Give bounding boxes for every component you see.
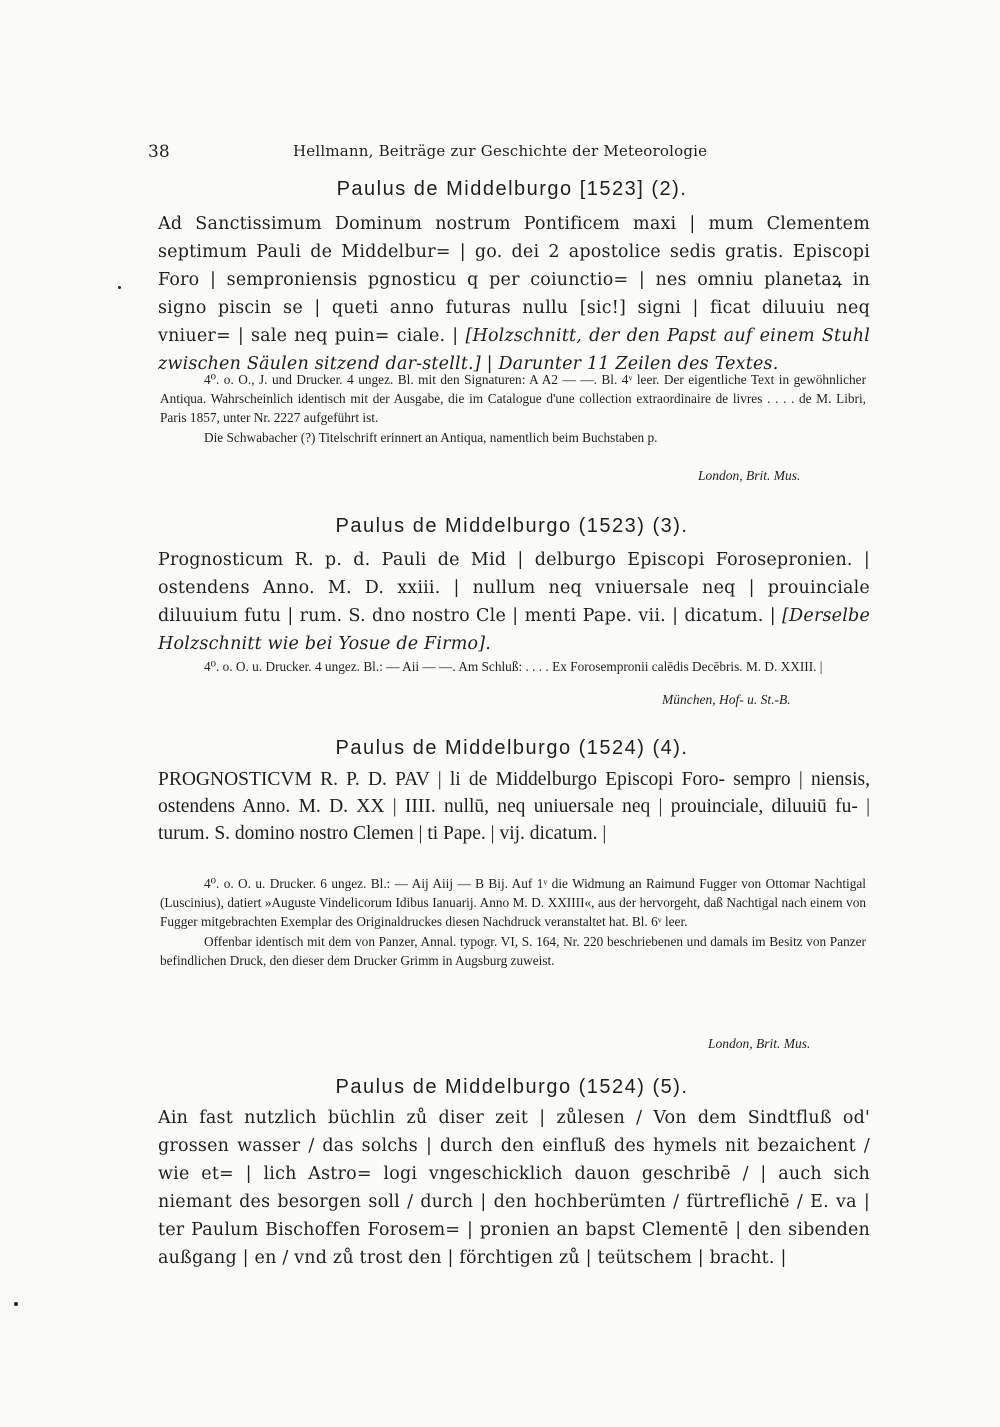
entry-notes-2 (160, 370, 866, 447)
entry-notes-4 (160, 874, 866, 970)
running-head: Hellmann, Beiträge zur Geschichte der Meteorologie (293, 142, 708, 160)
entry-location-2: London, Brit. Mus. (698, 468, 801, 483)
entry-italic-note-3: [Derselbe Holzschnitt wie bei Yosue de Firmo]. (158, 606, 870, 654)
entry-text-3 (158, 546, 870, 658)
entry-title-2: Paulus de Middelburgo [1523] (2). (336, 178, 688, 200)
entry-note-4-a: 4⁰. o. O. u. Drucker. 6 ungez. Bl.: — Aij Aiij — B Bij. Auf 1ᵛ die Widmung an Raimund Fugger von Ottomar Nachtigal (Luscinius), datiert »Auguste Vindelicorum Idibus Ianuarij. Anno M. D. XXIIII«, aus der hervorgeht, daß Nachtigal nach einem von Fugger mitgebrachten Exemplar des Originaldruckes diesen Nachdruck veranstaltet hat. Bl. 6ᵛ leer. (160, 876, 866, 930)
page-header (148, 138, 868, 162)
entry-text-3-body: Prognosticum R. p. d. Pauli de Mid | delburgo Episcopi Forosepronien. | ostendens Anno. M. D. xxiii. | nullum neq vniuersale neq | prouinciale diluuium futu | rum. S. dno nostro Cle | menti Pape. vii. | dicatum. | (158, 550, 870, 626)
entry-note-2-b: Die Schwabacher (?) Titelschrift erinnert an Antiqua, namentlich beim Buchstaben p. (204, 429, 658, 445)
entry-italic-note-2: [Holzschnitt, der den Papst auf einem Stuhl zwischen Säulen sitzend dar-stellt.] | Darunter 11 Zeilen des Textes. (158, 326, 870, 374)
entry-location-4: London, Brit. Mus. (708, 1036, 811, 1051)
entry-text-5: Ain fast nutzlich büchlin zů diser zeit | zůlesen / Von dem Sindtfluß od' grossen wasser / das solchs | durch den einfluß des hymels nit bezaichent / wie et= | lich Astro= logi vngeschicklich dauon geschribē / | auch sich niemant des besorgen soll / durch | den hochberümten / fürtreflichē / E. va | ter Paulum Bischoffen Forosem= | pronien an bapst Clementē | den sibenden außgang | en / vnd zů trost den | förchtigen zů | teütschem | bracht. | (158, 1108, 870, 1268)
entry-note-3-a: 4⁰. o. O. u. Drucker. 4 ungez. Bl.: — Aii — —. Am Schluß: . . . . Ex Forosempronii calēdis Decēbris. M. D. XXIII. | (204, 659, 823, 674)
entry-text-2-body: Ad Sanctissimum Dominum nostrum Pontificem maxi | mum Clementem septimum Pauli de Middelbur= | go. dei 2 apostolice sedis gratis. Episcopi Foro | semproniensis pgnosticu q per coiunctio= | nes omniu planetaꝝ in signo piscin se | queti anno futuras nullu [sic!] signi | ficat diluuiu neq vniuer= | sale neq puin= ciale. | (158, 214, 870, 346)
entry-title-5: Paulus de Middelburgo (1524) (5). (335, 1076, 689, 1098)
entry-text-2 (158, 210, 870, 378)
entry-notes-3 (160, 657, 866, 676)
stray-print-mark (118, 286, 121, 289)
entry-note-2-a: 4⁰. o. O., J. und Drucker. 4 ungez. Bl. mit den Signaturen: A A2 — —. Bl. 4ᵛ leer. Der eigentliche Text in gewöhnlicher Antiqua. Wahrscheinlich identisch mit der Ausgabe, die im Catalogue d'une collection extraordinaire de livres . . . . de M. Libri, Paris 1857, unter Nr. 2227 aufgeführt ist. (160, 372, 866, 426)
stray-print-mark (14, 1302, 18, 1306)
entry-text-4: PROGNOSTICVM R. P. D. PAV | li de Middelburgo Episcopi Foro- sempro | niensis, ostendens Anno. M. D. XX | IIII. nullū, neq uniuersale neq | prouinciale, diluuiū fu- | turum. S. domino nostro Clemen | ti Pape. | vij. dicatum. | (158, 769, 870, 844)
entry-note-4-b: Offenbar identisch mit dem von Panzer, Annal. typogr. VI, S. 164, Nr. 220 beschriebenen und damals im Besitz von Panzer befindlichen Druck, den dieser dem Drucker Grimm in Augsburg zuweist. (160, 933, 866, 968)
entry-location-3: München, Hof- u. St.-B. (662, 692, 791, 707)
entry-title-3: Paulus de Middelburgo (1523) (3). (335, 515, 689, 537)
entry-title-4: Paulus de Middelburgo (1524) (4). (335, 737, 689, 759)
page-number: 38 (148, 142, 170, 162)
